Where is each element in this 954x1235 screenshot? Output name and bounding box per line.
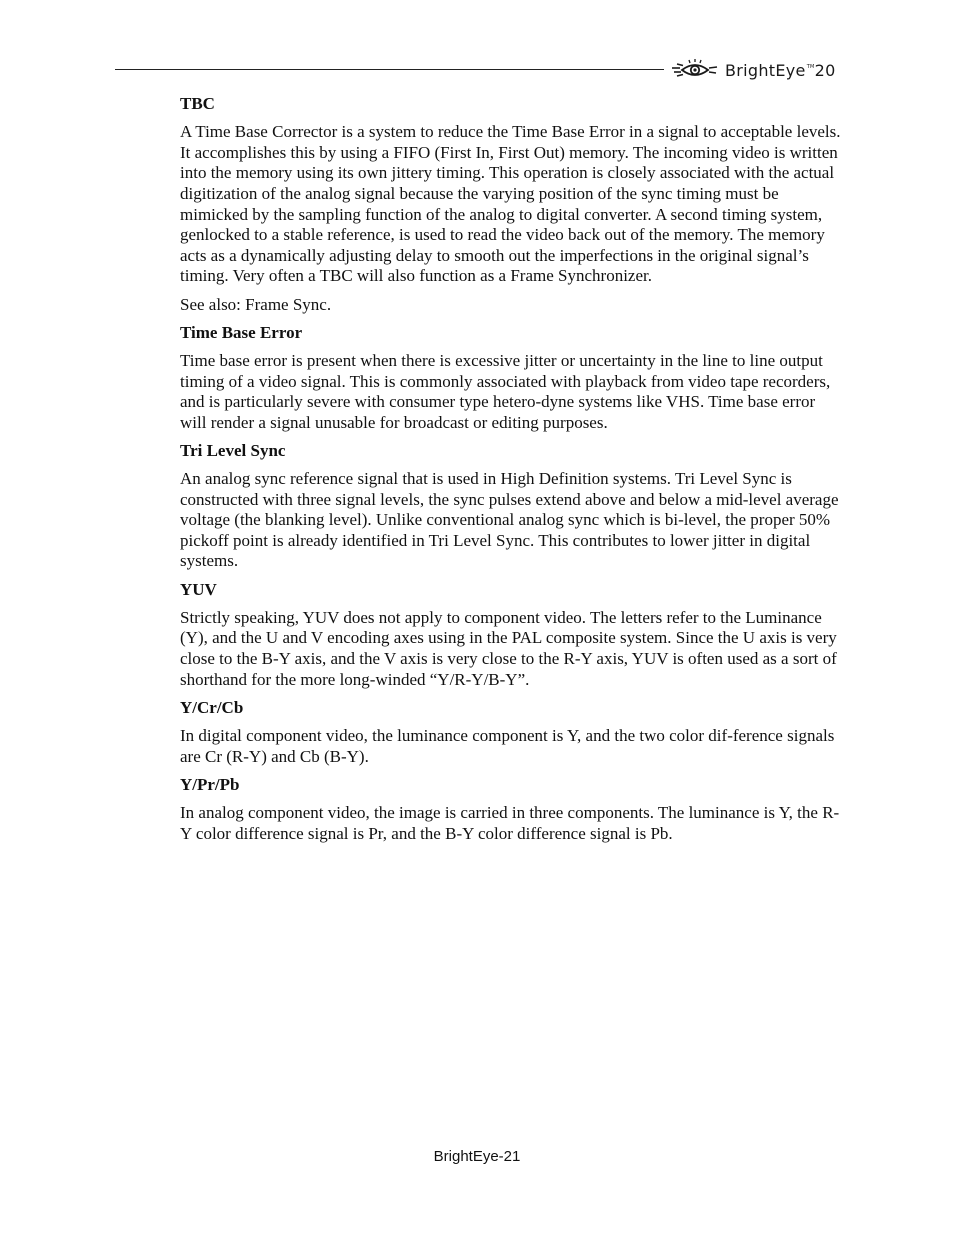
- eye-icon: [671, 59, 719, 81]
- glossary-content: [180, 94, 842, 852]
- page-footer: BrightEye-21: [433, 1148, 521, 1165]
- glossary-entry-tbc: [180, 94, 842, 315]
- logo-model-number: 20: [814, 60, 836, 80]
- entry-see-also: See also: Frame Sync.: [180, 294, 332, 314]
- entry-paragraph: A Time Base Corrector is a system to reduce the Time Base Error in a signal to acceptable levels. It accomplishes this by using a FIFO (First In, First Out) memory. The incoming video is written into the memory using its own jittery timing. This operation is closely associated with the actual digitization of the analog signal because the varying position of the sync timing must be mimicked by the sampling function of the analog to digital converter. A second timing system, genlocked to a stable reference, is used to read the video back out of the memory. The memory acts as a dynamically adjusting delay to smooth out the imperfections in the original signal’s timing. Very often a TBC will also function as a Frame Synchronizer.: [180, 122, 841, 286]
- glossary-entry-y-pr-pb: [180, 775, 842, 844]
- entry-paragraph: An analog sync reference signal that is used in High Definition systems. Tri Level Sync is constructed with three signal levels, the sync pulses extend above and below a mid-level average voltage (the blanking level). Unlike conventional analog sync which is bi-level, the proper 50% pickoff point is already identified in Tri Level Sync. This contributes to lower jitter in digital systems.: [180, 469, 839, 571]
- entry-title: Y/Cr/Cb: [180, 697, 244, 717]
- entry-title: Tri Level Sync: [180, 440, 286, 460]
- entry-paragraph: Strictly speaking, YUV does not apply to component video. The letters refer to the Luminance (Y), and the U and V encoding axes using in the PAL composite system. Since the U axis is very close to the B-Y axis, and the V axis is very close to the R-Y axis, YUV is often used as a sort of shorthand for the more long-winded “Y/R-Y/B-Y”.: [180, 607, 837, 689]
- brighteye-logo: [671, 58, 836, 82]
- entry-paragraph: In analog component video, the image is carried in three components. The luminance is Y, the R-Y color difference signal is Pr, and the B-Y color difference signal is Pb.: [180, 802, 840, 843]
- header-rule: [115, 69, 664, 70]
- entry-paragraph: In digital component video, the luminance component is Y, and the two color dif-ference signals are Cr (R-Y) and Cb (B-Y).: [180, 725, 835, 766]
- entry-title: YUV: [180, 579, 217, 599]
- logo-wordmark: [725, 61, 836, 80]
- glossary-entry-yuv: [180, 580, 842, 691]
- logo-name: BrightEye: [725, 60, 806, 80]
- entry-title: Y/Pr/Pb: [180, 774, 240, 794]
- entry-paragraph: Time base error is present when there is excessive jitter or uncertainty in the line to line output timing of a video signal. This is commonly associated with playback from video tape recorders, and is particularly severe with consumer type hetero-dyne systems like VHS. Time base error will render a signal unusable for broadcast or editing purposes.: [180, 350, 831, 432]
- glossary-entry-y-cr-cb: [180, 698, 842, 767]
- glossary-entry-time-base-error: [180, 323, 842, 434]
- logo-trademark: TM: [806, 63, 815, 70]
- entry-title: Time Base Error: [180, 322, 303, 342]
- entry-title: TBC: [180, 94, 215, 113]
- glossary-entry-tri-level-sync: [180, 441, 842, 572]
